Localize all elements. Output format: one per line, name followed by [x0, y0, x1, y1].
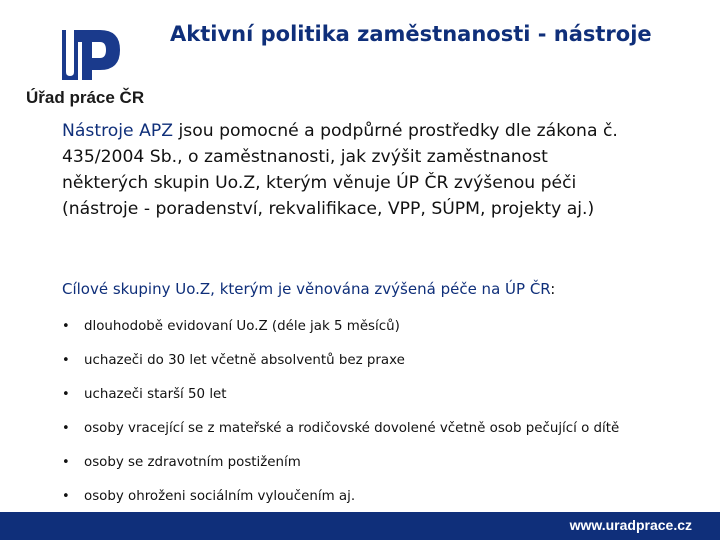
logo-text: Úřad práce ČR	[26, 88, 145, 107]
list-item-text: uchazeči do 30 let včetně absolventů bez praxe	[84, 353, 405, 368]
list-item	[62, 350, 619, 384]
bullet-icon: •	[62, 353, 70, 368]
intro-highlight: Nástroje APZ	[62, 121, 173, 141]
bullet-icon: •	[62, 421, 70, 436]
list-item	[62, 384, 619, 418]
intro-line-2: 435/2004 Sb., o zaměstnanosti, jak zvýšit zaměstnanost	[62, 147, 548, 167]
intro-line-1-rest: jsou pomocné a podpůrné prostředky dle zákona č.	[173, 121, 618, 141]
target-groups-list	[62, 316, 619, 520]
bullet-icon: •	[62, 387, 70, 402]
urad-prace-logo-icon	[56, 24, 126, 88]
footer-url-link[interactable]: www.uradprace.cz	[569, 517, 692, 533]
list-item	[62, 452, 619, 486]
bullet-icon: •	[62, 455, 70, 470]
target-groups-heading	[62, 280, 555, 298]
list-item	[62, 316, 619, 350]
list-item-text: uchazeči starší 50 let	[84, 387, 227, 402]
list-item-text: dlouhodobě evidovaní Uo.Z (déle jak 5 měsíců)	[84, 319, 400, 334]
list-item	[62, 418, 619, 452]
intro-paragraph	[62, 118, 684, 222]
bullet-icon: •	[62, 319, 70, 334]
footer-bar	[0, 512, 720, 540]
bullet-icon: •	[62, 489, 70, 504]
list-item-text: osoby ohroženi sociálním vyloučením aj.	[84, 489, 356, 504]
intro-line-3: některých skupin Uo.Z, kterým věnuje ÚP ČR zvýšenou péči	[62, 173, 577, 193]
target-groups-heading-text: Cílové skupiny Uo.Z, kterým je věnována zvýšená péče na ÚP ČR	[62, 280, 551, 298]
intro-line-1	[62, 118, 684, 144]
intro-line-4: (nástroje - poradenství, rekvalifikace, VPP, SÚPM, projekty aj.)	[62, 199, 595, 219]
target-groups-heading-colon: :	[550, 280, 556, 298]
list-item-text: osoby vracející se z mateřské a rodičovské dovolené včetně osob pečující o dítě	[84, 421, 620, 436]
page-title: Aktivní politika zaměstnanosti - nástroje	[170, 22, 652, 46]
list-item-text: osoby se zdravotním postižením	[84, 455, 301, 470]
